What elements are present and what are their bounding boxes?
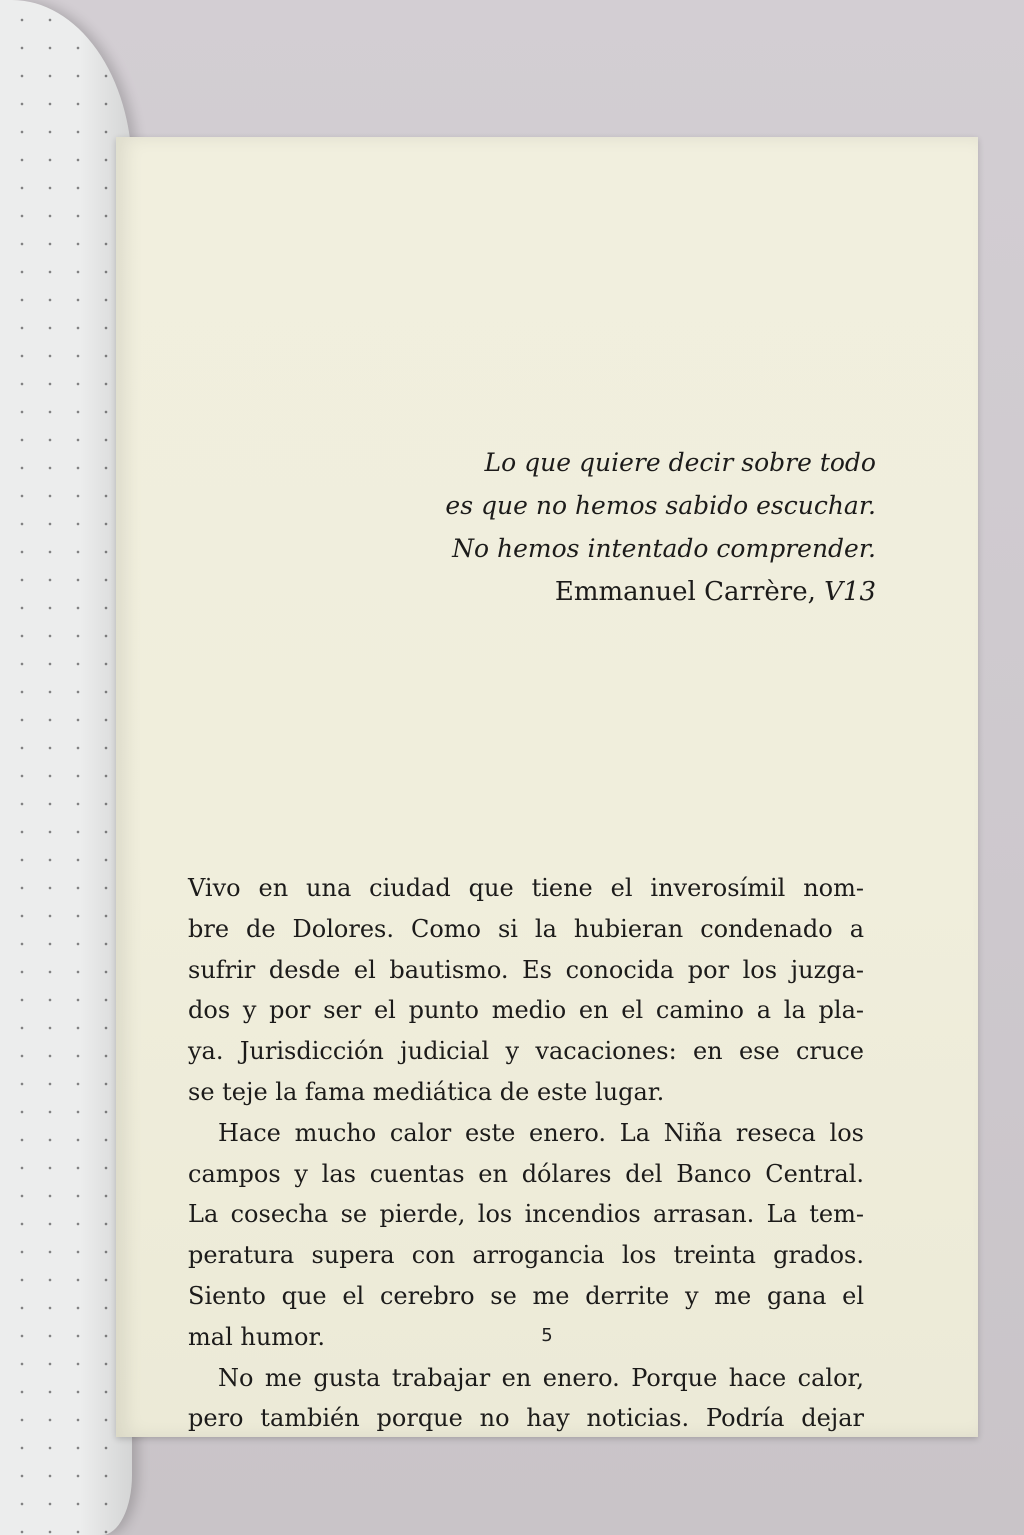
paragraph: [188, 1358, 864, 1437]
text-line: peratura supera con arrogancia los treinta grados.: [188, 1241, 864, 1270]
text-line: se teje la fama mediática de este lugar.: [188, 1077, 665, 1106]
text-line: Vivo en una ciudad que tiene el inverosímil nom-: [188, 874, 864, 902]
epigraph-attribution: [445, 570, 876, 614]
paragraph: [188, 868, 864, 1113]
text-line: mal humor.: [188, 1322, 325, 1351]
text-line: Hace mucho calor este enero. La Niña reseca los: [218, 1118, 864, 1147]
text-line: bre de Dolores. Como si la hubieran condenado a: [188, 914, 864, 943]
text-line: ya. Jurisdicción judicial y vacaciones: en ese cruce: [188, 1037, 864, 1066]
epigraph: [445, 441, 876, 614]
epigraph-line: No hemos intentado comprender.: [452, 534, 876, 563]
body-text: [188, 868, 864, 1437]
paragraph: [188, 1113, 864, 1358]
text-line: No me gusta trabajar en enero. Porque hace calor,: [218, 1363, 864, 1392]
page-number: 5: [541, 1325, 553, 1346]
epigraph-line: es que no hemos sabido escuchar.: [445, 491, 876, 520]
text-line: pero también porque no hay noticias. Podría dejar: [188, 1404, 864, 1433]
notebook-page-shadow: [0, 0, 132, 1535]
epigraph-line: Lo que quiere decir sobre todo: [484, 448, 876, 477]
epigraph-work-title: V13: [824, 577, 876, 607]
text-line: sufrir desde el bautismo. Es conocida por los juzga-: [188, 955, 864, 984]
text-line: La cosecha se pierde, los incendios arrasan. La tem-: [188, 1200, 864, 1229]
text-line: campos y las cuentas en dólares del Banco Central.: [188, 1159, 864, 1188]
book-page: [116, 137, 978, 1437]
text-line: dos y por ser el punto medio en el camino a la pla-: [188, 996, 864, 1025]
epigraph-author: Emmanuel Carrère,: [554, 577, 825, 607]
text-line: Siento que el cerebro se me derrite y me gana el: [188, 1281, 864, 1310]
